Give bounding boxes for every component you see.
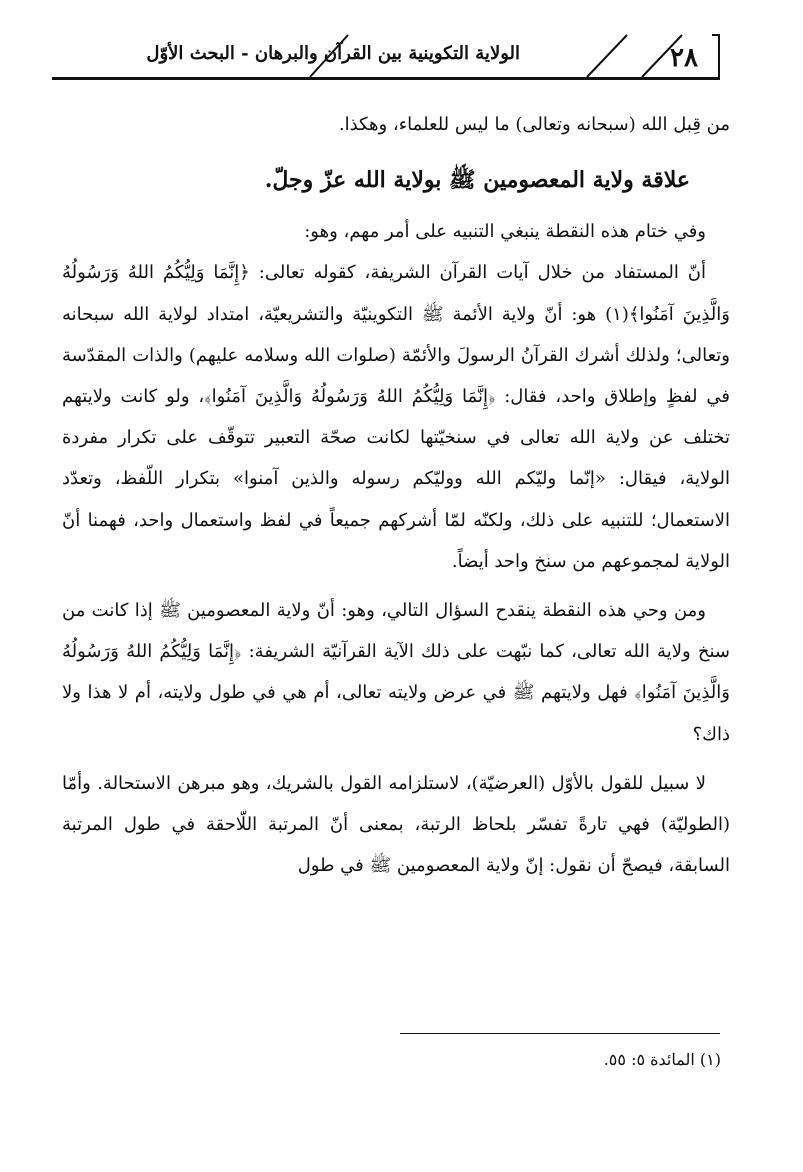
section-heading: علاقة ولاية المعصومين ﷺ بولاية الله عزّ وجلّ. — [264, 167, 690, 194]
paragraph: أنّ المستفاد من خلال آيات القرآن الشريفة، كقوله تعالى: ﴿إِنَّمَا وَلِيُّكُمُ اللهُ وَرَسُولُهُ وَالَّذِينَ آمَنُوا﴾(١) هو: أنّ ولاية الأئمة ﷺ التكوينيّة والتشريعيّة، امتداد لولاية الله سبحانه وتعالى؛ ولذلك أشرك القرآنُ الرسولَ والأئمّة (صلوات الله وسلامه عليهم) والذات المقدّسة في لفظٍ وإطلاق واحد، فقال: ﴿إِنَّمَا وَلِيُّكُمُ اللهُ وَرَسُولُهُ وَالَّذِينَ آمَنُوا﴾، ولو كانت ولايتهم تختلف عن ولاية الله تعالى في سنخيّتها لكانت صحّة التعبير تتوقّف على تكرار مفردة الولاية، فيقال: «إنّما وليّكم الله ووليّكم رسوله والذين آمنوا» بتكرار اللّفظ، وتعدّد الاستعمال؛ للتنبيه على ذلك، ولكنّه لمّا أشركهم جميعاً في لفظ واستعمال واحد، فهمنا أنّ الولاية لمجموعهم من سنخ واحد أيضاً. — [62, 262, 730, 572]
paragraph: من قِبل الله (سبحانه وتعالى) ما ليس للعلماء، وهكذا. — [338, 114, 730, 135]
footnote-rule — [400, 1033, 720, 1034]
header-title: الولاية التكوينية بين القرآن والبرهان - البحث الأوّل — [146, 43, 520, 64]
page-number: ٢٨ — [670, 43, 698, 73]
body-text — [62, 104, 730, 886]
paragraph: وفي ختام هذه النقطة ينبغي التنبيه على أمر مهم، وهو: — [304, 221, 706, 243]
paragraph: لا سبيل للقول بالأوّل (العرضيّة)، لاستلزامه القول بالشريك، وهو مبرهن الاستحالة. وأمّا (الطوليّة) فهي تارةً تفسّر بلحاظ الرتبة، بمعنى أنّ المرتبة اللّاحقة في طول المرتبة السابقة، فيصحّ أن نقول: إنّ ولاية المعصومين ﷺ في طول — [62, 772, 730, 877]
footnote: (١) المائدة ٥: ٥٥. — [603, 1050, 721, 1069]
header-rule — [52, 77, 720, 80]
running-header — [52, 33, 720, 85]
paragraph: ومن وحي هذه النقطة ينقدح السؤال التالي، وهو: أنّ ولاية المعصومين ﷺ إذا كانت من سنخ ولاية الله تعالى، كما نبّهت على ذلك الآية القرآنيّة الشريفة: ﴿إِنَّمَا وَلِيُّكُمُ اللهُ وَرَسُولُهُ وَالَّذِينَ آمَنُوا﴾ فهل ولايتهم ﷺ في عرض ولايته تعالى، أم هي في طول ولايته، أم لا هذا ولا ذاك؟ — [62, 600, 730, 745]
